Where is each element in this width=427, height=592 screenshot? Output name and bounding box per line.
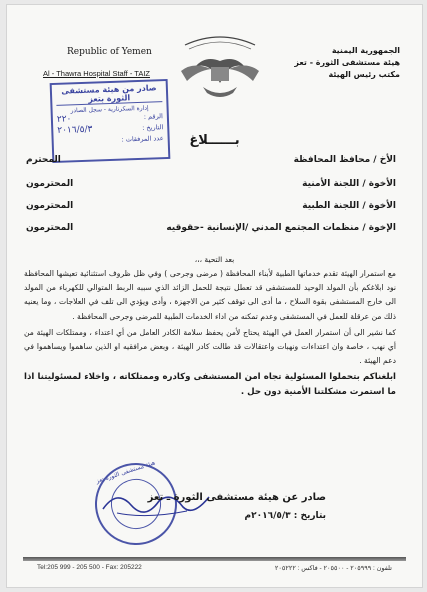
office-ar: مكتب رئيس الهيئة: [328, 70, 400, 79]
recipient-to: الأخوة / اللجنة الطبية: [302, 201, 396, 211]
header-arabic: [290, 45, 400, 81]
yemen-eagle-emblem-icon: [175, 27, 265, 107]
document-title: بــــــلاغ: [189, 133, 240, 148]
stamp-title: صادر من هيئة مستشفى الثورة بتعز: [56, 83, 163, 106]
republic-en: Republic of Yemen: [67, 47, 152, 57]
recipient-honorific: المحترمون: [26, 179, 74, 189]
footer-phone-en: Tel:205 999 - 205 500 - Fax: 205222: [37, 564, 142, 571]
closing-paragraph: ابلغناكم بتحملوا المسئولية تجاه امن المستشفى وكادره وممتلكاته ، واخلاء لمسئوليتنا اذا ما استمرت مشكلتنا الأمنية دون حل .: [24, 372, 396, 397]
stamp-attachments-label: عدد المرفقات :: [121, 134, 164, 144]
stamp-subtitle: إدارة السكرتارية - سجل الصادر: [70, 104, 149, 115]
stamp-date-label: التاريخ :: [141, 123, 164, 132]
stamp-ref-value: ٢٢٠: [56, 114, 72, 125]
recipient-honorific: المحترمون: [26, 201, 74, 211]
recipient-honorific: المحترمون: [26, 223, 74, 233]
footer-phone-ar: تلفون : ٢٠٥٩٩٩ - ٢٠٥٥٠٠ - فاكس : ٢٠٥٢٢٢: [274, 565, 392, 572]
recipient-4: [26, 223, 396, 233]
signature-block: [148, 489, 326, 525]
recipient-1: [26, 155, 396, 165]
recipient-to: الأخوة / اللجنة الأمنية: [302, 179, 396, 189]
issue-date: بتاريخ : ٢٠١٦/٥/٣م: [244, 511, 326, 521]
outgoing-stamp: [50, 79, 171, 163]
hospital-ar: هيئة مستشفى الثورة - تعز: [294, 58, 400, 67]
greeting: بعد التحية ،،،: [194, 255, 235, 264]
republic-ar: الجمهورية اليمنية: [331, 46, 400, 55]
recipient-to: الأخ / محافظ المحافظة: [293, 155, 396, 165]
recipient-honorific: المحترم: [26, 155, 61, 165]
recipient-3: [26, 201, 396, 211]
issuer: صادر عن هيئة مستشفى الثورة ـ تعز: [147, 492, 326, 503]
paragraph-1: مع استمرار الهيئة تقدم خدماتها الطبية لأبناء المحافظة ( مرضى وجرحى ) وفي ظل ظروف استثنائية تعيشها المحافظة نود ابلاغكم بأن المولد الوحيد للمستشفى قد تعطل نتيجة للحمل الزائد الذي سببه الربط المتوالي للكهرباء من المولد الى خارج المستشفى بقوة السلاح ، ما أدى الى توقف كثير من الاجهزة ، وأدى ويؤدي الى تلف في العلاجات ، وما يعنيه ذلك من عرقلة للعمل في المستشفى وعدم تمكنه من اداء الخدمات الطبية للمرضى وجرحى المحافظة .: [24, 269, 396, 321]
footer: [37, 564, 392, 572]
letter-body: [24, 267, 396, 401]
document-page: [6, 4, 423, 588]
paragraph-2: كما نشير الى أن استمرار العمل في الهيئة يحتاج لأمن يحفظ سلامة الكادر العامل من أي اعتداء ، وممتلكات الهيئة من أي نهب ، خاصة وان اعتداءات ونهبات واعتقالات قد طالت كادر الهيئة ، وبعض مرافقيه او الذين ساهموا ويساهموا في دعم الهيئة .: [24, 327, 396, 366]
recipient-to: الإخوة / منظمات المجتمع المدني /الإنسانية -حقوقيه: [166, 223, 396, 233]
stamp-ref-label: الرقم :: [143, 112, 164, 121]
round-stamp-label: هيئة مستشفى الثورة تعز: [95, 459, 157, 486]
recipient-2: [26, 179, 396, 189]
stamp-date-value: ٢٠١٦/٥/٣: [57, 124, 93, 136]
footer-divider: [23, 557, 406, 561]
hospital-en: Al - Thawra Hospital Staff - TAIZ: [43, 69, 150, 78]
